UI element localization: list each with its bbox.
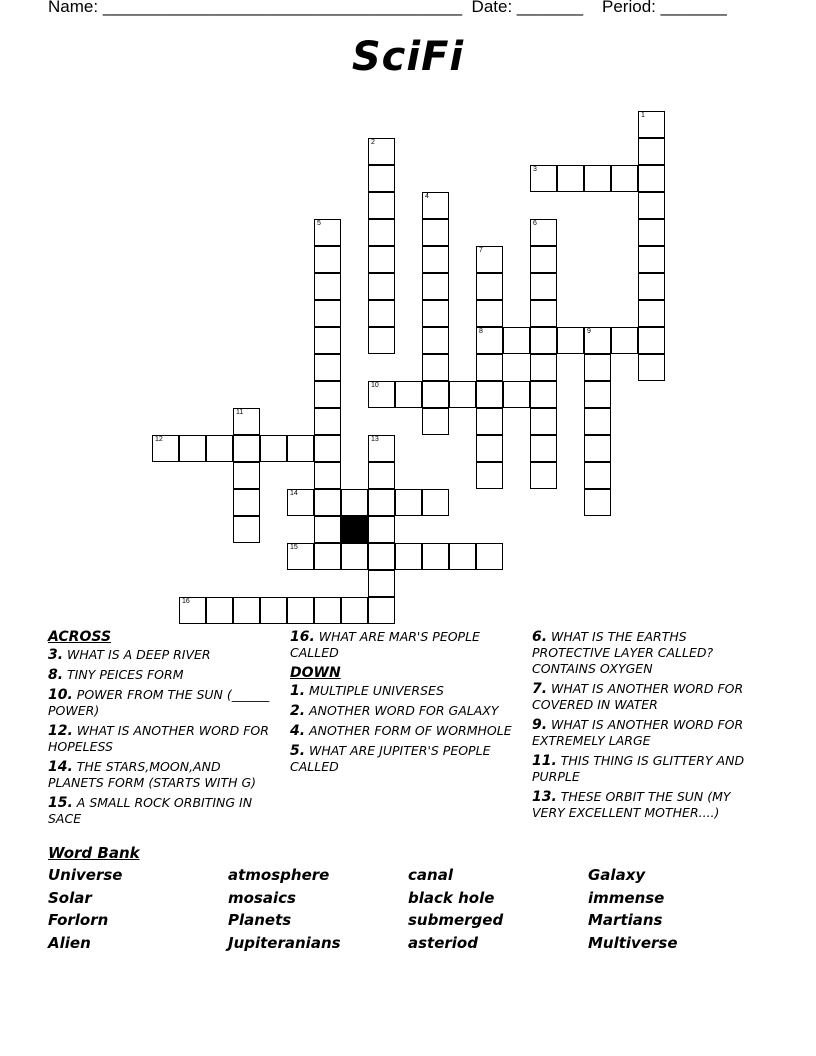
grid-cell[interactable] <box>584 435 611 462</box>
clue-down-2: 2. ANOTHER WORD FOR GALAXY <box>290 703 499 719</box>
grid-cell[interactable] <box>368 246 395 273</box>
word-bank-item: Jupiteranians <box>228 933 341 952</box>
grid-cell[interactable] <box>476 354 503 381</box>
grid-cell[interactable] <box>233 597 260 624</box>
grid-cell[interactable] <box>530 165 557 192</box>
clue-number: 7 <box>479 247 483 254</box>
grid-cell[interactable] <box>638 246 665 273</box>
grid-cell[interactable] <box>233 435 260 462</box>
grid-cell[interactable] <box>206 597 233 624</box>
grid-cell[interactable] <box>638 111 665 138</box>
grid-cell[interactable] <box>179 597 206 624</box>
word-bank-heading: Word Bank <box>48 844 140 862</box>
period-label: Period: <box>602 0 656 16</box>
grid-cell[interactable] <box>584 489 611 516</box>
word-bank-item: Multiverse <box>588 933 678 952</box>
clue-down-6: 6. WHAT IS THE EARTHS PROTECTIVE LAYER CALLED? CONTAINS OXYGEN <box>532 629 714 676</box>
grid-cell[interactable] <box>368 327 395 354</box>
grid-cell[interactable] <box>179 435 206 462</box>
word-bank-item: mosaics <box>228 888 296 907</box>
word-bank-item: black hole <box>408 888 495 907</box>
clue-number: 16 <box>182 598 190 605</box>
grid-cell[interactable] <box>422 489 449 516</box>
word-bank-item: Alien <box>48 933 91 952</box>
clue-number: 4 <box>425 193 429 200</box>
down-heading: DOWN <box>290 665 341 681</box>
grid-cell[interactable] <box>638 300 665 327</box>
grid-cell[interactable] <box>395 489 422 516</box>
clues-column-1 <box>48 629 273 831</box>
word-bank-item: Martians <box>588 911 663 929</box>
grid-cell[interactable] <box>206 435 233 462</box>
name-label: Name: <box>48 0 99 16</box>
grid-cell[interactable] <box>314 435 341 462</box>
clue-number: 9 <box>587 328 591 335</box>
grid-cell[interactable] <box>314 489 341 516</box>
grid-cell[interactable] <box>314 516 341 543</box>
grid-cell[interactable] <box>368 516 395 543</box>
grid-cell[interactable] <box>314 354 341 381</box>
grid-cell[interactable] <box>314 381 341 408</box>
clue-number: 3 <box>533 166 537 173</box>
grid-cell[interactable] <box>368 273 395 300</box>
grid-cell[interactable] <box>530 408 557 435</box>
clue-down-11: 11. THIS THING IS GLITTERY AND PURPLE <box>532 753 745 784</box>
date-label: Date: <box>471 0 513 16</box>
grid-cell[interactable] <box>260 597 287 624</box>
grid-cell[interactable] <box>422 354 449 381</box>
grid-cell[interactable] <box>314 462 341 489</box>
clue-down-7: 7. WHAT IS ANOTHER WORD FOR COVERED IN WATER <box>532 681 744 712</box>
clue-across-10: 10. POWER FROM THE SUN (______ POWER) <box>48 687 270 718</box>
grid-cell[interactable] <box>530 354 557 381</box>
grid-cell[interactable] <box>476 381 503 408</box>
clue-across-12: 12. WHAT IS ANOTHER WORD FOR HOPELESS <box>48 723 269 754</box>
grid-cell[interactable] <box>314 219 341 246</box>
grid-cell[interactable] <box>530 246 557 273</box>
grid-cell[interactable] <box>503 327 530 354</box>
grid-cell[interactable] <box>395 381 422 408</box>
grid-block <box>341 516 368 543</box>
grid-cell[interactable] <box>476 327 503 354</box>
date-line: _______ <box>516 0 584 16</box>
clue-number: 13 <box>371 436 379 443</box>
clue-number: 14 <box>290 490 298 497</box>
grid-cell[interactable] <box>368 435 395 462</box>
grid-cell[interactable] <box>530 435 557 462</box>
grid-cell[interactable] <box>584 462 611 489</box>
grid-cell[interactable] <box>584 165 611 192</box>
grid-cell[interactable] <box>638 327 665 354</box>
grid-cell[interactable] <box>476 246 503 273</box>
word-bank-item: Galaxy <box>588 866 646 884</box>
clue-across-8: 8. TINY PEICES FORM <box>48 667 184 683</box>
grid-cell[interactable] <box>422 273 449 300</box>
grid-cell[interactable] <box>368 300 395 327</box>
grid-cell[interactable] <box>368 381 395 408</box>
grid-cell[interactable] <box>314 597 341 624</box>
clue-number: 5 <box>317 220 321 227</box>
grid-cell[interactable] <box>341 597 368 624</box>
grid-cell[interactable] <box>638 273 665 300</box>
word-bank-item: immense <box>588 888 665 907</box>
clue-number: 6 <box>533 220 537 227</box>
grid-cell[interactable] <box>314 273 341 300</box>
grid-cell[interactable] <box>638 354 665 381</box>
clue-down-9: 9. WHAT IS ANOTHER WORD FOR EXTREMELY LARGE <box>532 717 744 748</box>
grid-cell[interactable] <box>368 597 395 624</box>
grid-cell[interactable] <box>233 462 260 489</box>
grid-cell[interactable] <box>584 327 611 354</box>
grid-cell[interactable] <box>395 543 422 570</box>
period-line: _______ <box>660 0 727 16</box>
grid-cell[interactable] <box>314 408 341 435</box>
grid-cell[interactable] <box>368 489 395 516</box>
name-line: ______________________________________ <box>102 0 463 16</box>
grid-cell[interactable] <box>476 462 503 489</box>
grid-cell[interactable] <box>449 381 476 408</box>
grid-cell[interactable] <box>287 543 314 570</box>
grid-cell[interactable] <box>584 408 611 435</box>
word-bank-item: asteriod <box>408 933 478 952</box>
grid-cell[interactable] <box>422 381 449 408</box>
grid-cell[interactable] <box>314 300 341 327</box>
clue-across-3: 3. WHAT IS A DEEP RIVER <box>48 647 211 663</box>
grid-cell[interactable] <box>476 408 503 435</box>
clue-number: 12 <box>155 436 163 443</box>
across-heading: ACROSS <box>48 629 112 645</box>
grid-cell[interactable] <box>314 327 341 354</box>
grid-cell[interactable] <box>476 300 503 327</box>
word-bank-item: Universe <box>48 866 123 884</box>
grid-cell[interactable] <box>368 462 395 489</box>
clue-down-4: 4. ANOTHER FORM OF WORMHOLE <box>290 723 512 739</box>
grid-cell[interactable] <box>368 138 395 165</box>
grid-cell[interactable] <box>638 192 665 219</box>
grid-cell[interactable] <box>638 219 665 246</box>
word-bank-item: Forlorn <box>48 911 109 929</box>
clue-number: 10 <box>371 382 379 389</box>
grid-cell[interactable] <box>422 300 449 327</box>
grid-cell[interactable] <box>341 489 368 516</box>
grid-cell[interactable] <box>287 435 314 462</box>
clues-column-3 <box>532 629 762 825</box>
grid-cell[interactable] <box>368 570 395 597</box>
grid-cell[interactable] <box>422 246 449 273</box>
grid-cell[interactable] <box>476 435 503 462</box>
grid-cell[interactable] <box>314 543 341 570</box>
grid-cell[interactable] <box>287 489 314 516</box>
grid-cell[interactable] <box>422 543 449 570</box>
grid-cell[interactable] <box>584 354 611 381</box>
clue-across-14: 14. THE STARS,MOON,AND PLANETS FORM (STARTS WITH G) <box>48 759 257 790</box>
word-bank <box>48 866 768 956</box>
grid-cell[interactable] <box>611 165 638 192</box>
grid-cell[interactable] <box>503 381 530 408</box>
grid-cell[interactable] <box>422 327 449 354</box>
grid-cell[interactable] <box>530 300 557 327</box>
puzzle-title: SciFi <box>351 34 465 80</box>
grid-cell[interactable] <box>341 543 368 570</box>
clues-column-2 <box>290 629 515 779</box>
grid-cell[interactable] <box>530 462 557 489</box>
clue-number: 11 <box>236 409 244 416</box>
clue-down-1: 1. MULTIPLE UNIVERSES <box>290 683 444 699</box>
clue-down-5: 5. WHAT ARE JUPITER'S PEOPLE CALLED <box>290 743 491 774</box>
clue-down-13: 13. THESE ORBIT THE SUN (MY VERY EXCELLENT MOTHER....) <box>532 789 731 820</box>
clue-number: 8 <box>479 328 483 335</box>
grid-cell[interactable] <box>530 327 557 354</box>
clue-across-15: 15. A SMALL ROCK ORBITING IN SACE <box>48 795 253 826</box>
grid-cell[interactable] <box>422 219 449 246</box>
clue-number: 2 <box>371 139 375 146</box>
grid-cell[interactable] <box>287 597 314 624</box>
grid-cell[interactable] <box>233 489 260 516</box>
word-bank-item: Planets <box>228 911 292 929</box>
grid-cell[interactable] <box>422 408 449 435</box>
grid-cell[interactable] <box>557 165 584 192</box>
grid-cell[interactable] <box>557 327 584 354</box>
grid-cell[interactable] <box>638 138 665 165</box>
clue-number: 15 <box>290 544 298 551</box>
grid-cell[interactable] <box>314 246 341 273</box>
grid-cell[interactable] <box>368 543 395 570</box>
grid-cell[interactable] <box>476 543 503 570</box>
grid-cell[interactable] <box>530 219 557 246</box>
grid-cell[interactable] <box>611 327 638 354</box>
word-bank-item: submerged <box>408 911 504 929</box>
grid-cell[interactable] <box>233 516 260 543</box>
grid-cell[interactable] <box>638 165 665 192</box>
grid-cell[interactable] <box>449 543 476 570</box>
grid-cell[interactable] <box>260 435 287 462</box>
clue-number: 1 <box>641 112 645 119</box>
grid-cell[interactable] <box>530 381 557 408</box>
grid-cell[interactable] <box>530 273 557 300</box>
grid-cell[interactable] <box>233 408 260 435</box>
grid-cell[interactable] <box>368 219 395 246</box>
grid-cell[interactable] <box>368 192 395 219</box>
grid-cell[interactable] <box>476 273 503 300</box>
clue-across-16: 16. WHAT ARE MAR'S PEOPLE CALLED <box>290 629 480 660</box>
word-bank-item: canal <box>408 866 453 884</box>
grid-cell[interactable] <box>152 435 179 462</box>
grid-cell[interactable] <box>368 165 395 192</box>
word-bank-item: atmosphere <box>228 866 330 884</box>
word-bank-item: Solar <box>48 888 92 907</box>
grid-cell[interactable] <box>422 192 449 219</box>
grid-cell[interactable] <box>584 381 611 408</box>
